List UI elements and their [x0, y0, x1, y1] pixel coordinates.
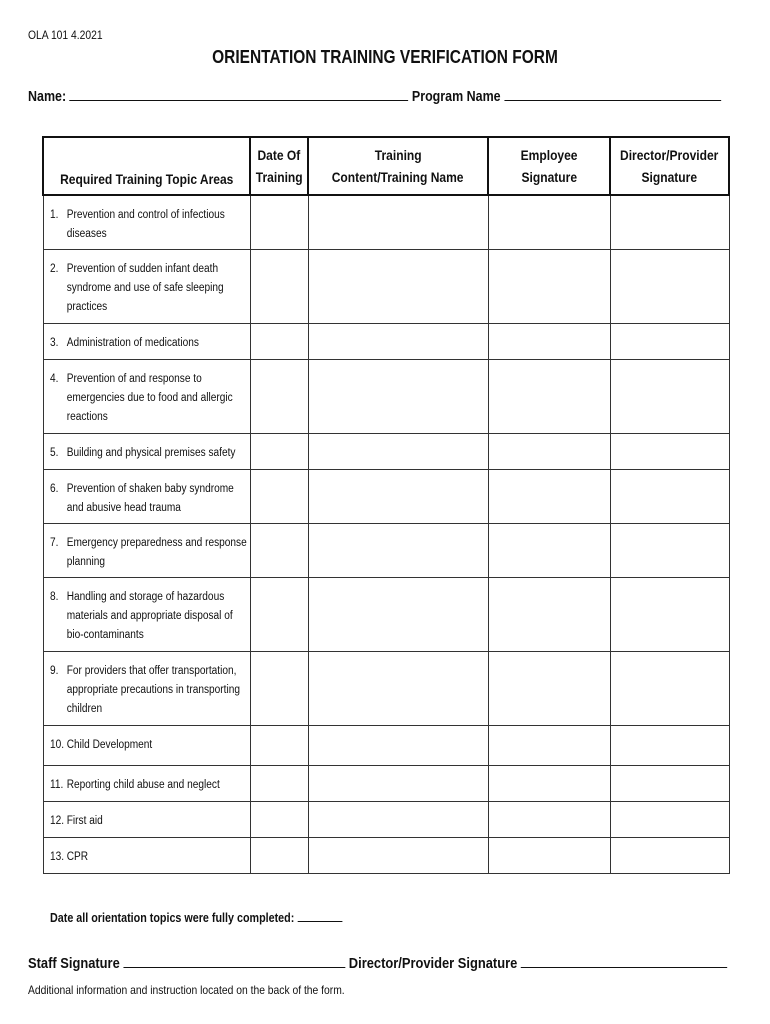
director-signature-label: Director/Provider Signature — [348, 955, 518, 972]
date-of-training-cell[interactable] — [250, 195, 308, 249]
topic-text: CPR — [66, 850, 88, 863]
director-signature-cell[interactable] — [610, 801, 729, 837]
director-signature-field[interactable] — [521, 955, 727, 968]
table-row — [43, 359, 729, 433]
employee-signature-cell[interactable] — [488, 249, 610, 323]
topic-number: 4. — [49, 372, 58, 385]
topic-text: Administration of medications — [66, 336, 199, 349]
director-signature-cell[interactable] — [610, 195, 729, 249]
date-of-training-cell[interactable] — [250, 359, 308, 433]
topic-number: 12. — [49, 814, 64, 827]
table-row — [43, 469, 729, 523]
topic-text: Prevention of and response to emergencies due to food and allergic reactions — [66, 372, 233, 423]
training-content-cell[interactable] — [308, 323, 488, 359]
topic-text: First aid — [66, 814, 103, 827]
col-header-content: Training Content/Training Name — [308, 137, 488, 195]
topic-number: 5. — [49, 446, 58, 459]
date-of-training-cell[interactable] — [250, 323, 308, 359]
topic-text: Reporting child abuse and neglect — [66, 778, 220, 791]
director-signature-cell[interactable] — [610, 837, 729, 873]
employee-signature-cell[interactable] — [488, 433, 610, 469]
topic-cell — [43, 801, 250, 837]
director-signature-cell[interactable] — [610, 523, 729, 577]
topic-number: 10. — [49, 738, 64, 751]
employee-signature-cell[interactable] — [488, 725, 610, 765]
topic-cell — [43, 433, 250, 469]
topic-number: 6. — [49, 482, 58, 495]
topic-cell — [43, 837, 250, 873]
director-signature-cell[interactable] — [610, 359, 729, 433]
col-header-date: Date Of Training — [250, 137, 308, 195]
date-of-training-cell[interactable] — [250, 651, 308, 725]
employee-signature-cell[interactable] — [488, 523, 610, 577]
date-of-training-cell[interactable] — [250, 837, 308, 873]
training-content-cell[interactable] — [308, 359, 488, 433]
training-table — [42, 136, 730, 874]
training-content-cell[interactable] — [308, 249, 488, 323]
date-of-training-cell[interactable] — [250, 469, 308, 523]
topic-number: 8. — [49, 590, 58, 603]
topic-number: 2. — [49, 262, 58, 275]
program-name-label: Program Name — [411, 89, 501, 105]
table-row — [43, 725, 729, 765]
table-row — [43, 651, 729, 725]
employee-signature-cell[interactable] — [488, 577, 610, 651]
footnote: Additional information and instruction located on the back of the form. — [28, 983, 345, 997]
completion-date-field[interactable] — [297, 911, 342, 922]
topic-text: Child Development — [66, 738, 152, 751]
col-header-director-signature: Director/Provider Signature — [610, 137, 729, 195]
employee-signature-cell[interactable] — [488, 323, 610, 359]
col-header-employee-signature: Employee Signature — [488, 137, 610, 195]
topic-number: 1. — [49, 209, 58, 221]
program-name-field[interactable] — [504, 88, 721, 101]
training-content-cell[interactable] — [308, 523, 488, 577]
date-of-training-cell[interactable] — [250, 725, 308, 765]
topic-cell — [43, 765, 250, 801]
employee-signature-cell[interactable] — [488, 359, 610, 433]
employee-signature-cell[interactable] — [488, 651, 610, 725]
topic-text: Prevention of shaken baby syndrome and abusive head trauma — [66, 482, 234, 514]
topic-cell — [43, 523, 250, 577]
name-field[interactable] — [70, 88, 409, 101]
date-of-training-cell[interactable] — [250, 249, 308, 323]
topic-number: 3. — [49, 336, 58, 349]
employee-signature-cell[interactable] — [488, 765, 610, 801]
training-content-cell[interactable] — [308, 433, 488, 469]
date-of-training-cell[interactable] — [250, 801, 308, 837]
table-row — [43, 433, 729, 469]
topic-text: Prevention of sudden infant death syndrome and use of safe sleeping practices — [66, 262, 224, 313]
topic-number: 11. — [49, 778, 63, 791]
date-of-training-cell[interactable] — [250, 433, 308, 469]
table-row — [43, 765, 729, 801]
employee-signature-cell[interactable] — [488, 195, 610, 249]
training-content-cell[interactable] — [308, 801, 488, 837]
topic-number: 9. — [49, 664, 58, 677]
topic-cell — [43, 359, 250, 433]
director-signature-cell[interactable] — [610, 249, 729, 323]
training-content-cell[interactable] — [308, 651, 488, 725]
topic-text: Prevention and control of infectious diseases — [66, 209, 225, 240]
training-content-cell[interactable] — [308, 837, 488, 873]
name-label: Name: — [28, 89, 67, 105]
training-content-cell[interactable] — [308, 195, 488, 249]
table-row — [43, 523, 729, 577]
table-row — [43, 837, 729, 873]
employee-signature-cell[interactable] — [488, 469, 610, 523]
signature-line — [28, 955, 727, 972]
date-of-training-cell[interactable] — [250, 765, 308, 801]
col-header-topic: Required Training Topic Areas — [43, 137, 250, 195]
training-content-cell[interactable] — [308, 725, 488, 765]
name-program-line — [28, 88, 721, 105]
topic-text: For providers that offer transportation, appropriate precautions in transporting children — [66, 664, 240, 715]
director-signature-cell[interactable] — [610, 433, 729, 469]
date-of-training-cell[interactable] — [250, 577, 308, 651]
topic-cell — [43, 725, 250, 765]
topic-cell — [43, 249, 250, 323]
staff-signature-field[interactable] — [123, 955, 345, 968]
topic-cell — [43, 469, 250, 523]
training-content-cell[interactable] — [308, 765, 488, 801]
director-signature-cell[interactable] — [610, 725, 729, 765]
director-signature-cell[interactable] — [610, 765, 729, 801]
staff-signature-label: Staff Signature — [28, 955, 120, 972]
table-header-row — [43, 137, 729, 195]
table-row — [43, 195, 729, 249]
director-signature-cell[interactable] — [610, 469, 729, 523]
training-content-cell[interactable] — [308, 577, 488, 651]
topic-cell — [43, 651, 250, 725]
date-of-training-cell[interactable] — [250, 523, 308, 577]
employee-signature-cell[interactable] — [488, 801, 610, 837]
completion-date-line — [50, 911, 342, 925]
table-row — [43, 577, 729, 651]
topic-cell — [43, 577, 250, 651]
form-title: ORIENTATION TRAINING VERIFICATION FORM — [212, 47, 558, 67]
topic-text: Building and physical premises safety — [66, 446, 235, 459]
training-content-cell[interactable] — [308, 469, 488, 523]
topic-number: 13. — [49, 850, 64, 863]
topic-text: Handling and storage of hazardous materials and appropriate disposal of bio-contaminants — [66, 590, 233, 641]
employee-signature-cell[interactable] — [488, 837, 610, 873]
form-code: OLA 101 4.2021 — [28, 28, 103, 42]
topic-text: Emergency preparedness and response planning — [66, 536, 247, 568]
topic-cell — [43, 195, 250, 249]
table-row — [43, 249, 729, 323]
director-signature-cell[interactable] — [610, 323, 729, 359]
director-signature-cell[interactable] — [610, 577, 729, 651]
table-row — [43, 801, 729, 837]
topic-number: 7. — [49, 536, 58, 549]
director-signature-cell[interactable] — [610, 651, 729, 725]
topic-cell — [43, 323, 250, 359]
table-row — [43, 323, 729, 359]
completion-date-label: Date all orientation topics were fully completed: — [50, 911, 295, 925]
